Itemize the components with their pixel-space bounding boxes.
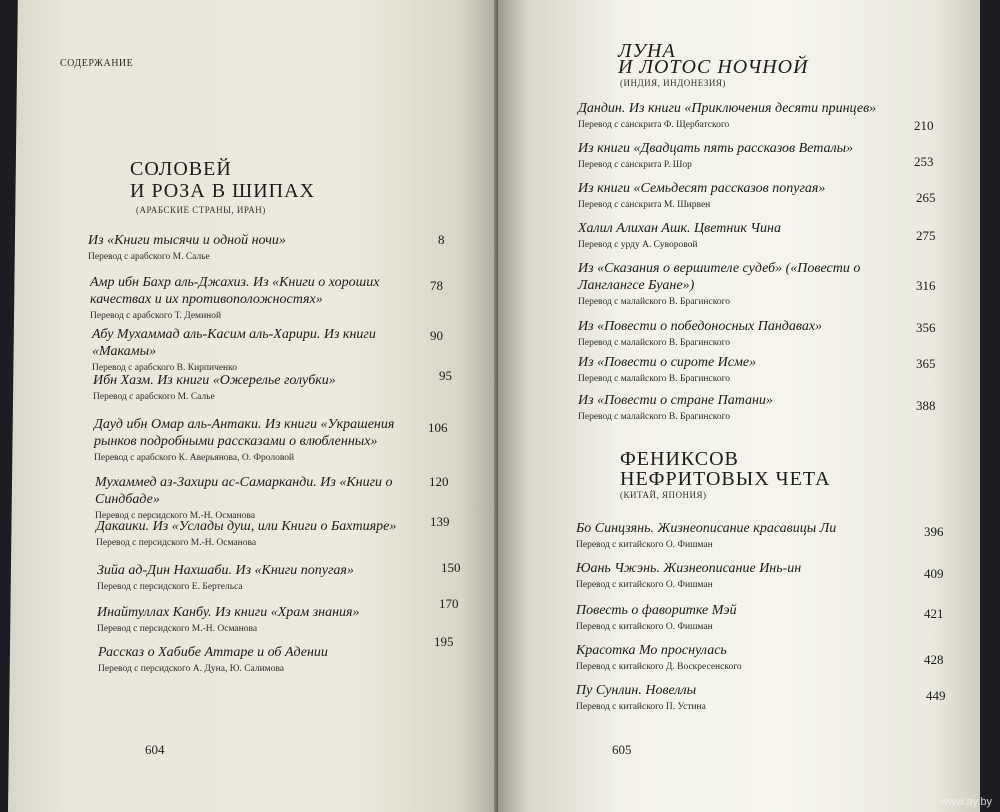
section-title-line2: НЕФРИТОВЫХ ЧЕТА: [620, 468, 831, 490]
entry-page: 365: [916, 356, 936, 371]
toc-entry: [97, 596, 459, 635]
entry-translator: Перевод с малайского В. Брагинского: [578, 297, 730, 307]
entry-title: Юань Чжэнь. Жизнеописание Инь-ин: [576, 561, 802, 576]
entry-title: Пу Сунлин. Новеллы: [576, 683, 697, 698]
entry-page: 210: [914, 118, 934, 133]
entry-page: 428: [924, 652, 944, 667]
entry-title: Красотка Мо проснулась: [576, 643, 727, 658]
entry-title: Из «Сказания о вершителе судеб» («Повести о Ланглангсе Буане»): [578, 261, 861, 293]
entry-translator: Перевод с китайского О. Фишман: [576, 622, 713, 632]
entry-title: Амр ибн Бахр аль-Джахиз. Из «Книги о хороших качествах и их противоположностях»: [90, 275, 380, 307]
entry-page: 150: [441, 560, 461, 575]
entry-page: 106: [428, 420, 448, 435]
entry-title: Бо Синцзянь. Жизнеописание красавицы Ли: [576, 521, 837, 536]
section-title-line1: СОЛОВЕЙ: [130, 158, 232, 180]
entry-page: 95: [439, 368, 452, 383]
entry-page: 195: [434, 634, 454, 649]
entry-page: 8: [438, 232, 445, 247]
toc-entry: [576, 520, 944, 551]
entry-title: Ибн Хазм. Из книги «Ожерелье голубки»: [93, 373, 336, 388]
entry-title: Повесть о фаворитке Мэй: [576, 603, 737, 618]
toc-entry: [578, 392, 936, 423]
entry-translator: Перевод с малайского В. Брагинского: [578, 412, 730, 422]
entry-title: Из «Повести о сироте Исме»: [578, 355, 757, 370]
entry-translator: Перевод с санскрита Р. Шор: [578, 160, 692, 170]
toc-entry: [98, 634, 454, 675]
entry-title: Из книги «Семьдесят рассказов попугая»: [578, 181, 826, 196]
entry-translator: Перевод с китайского О. Фишман: [576, 540, 713, 550]
toc-entry: [92, 326, 443, 374]
toc-entry: [578, 140, 934, 171]
entry-page: 253: [914, 154, 934, 169]
section-title-line1: ЛУНА: [618, 40, 676, 62]
entry-translator: Перевод с малайского В. Брагинского: [578, 374, 730, 384]
entry-title: Зийа ад-Дин Нахшаби. Из «Книги попугая»: [97, 563, 354, 578]
entry-translator: Перевод с арабского Т. Деминой: [90, 311, 222, 321]
section-subtitle: (АРАБСКИЕ СТРАНЫ, ИРАН): [136, 205, 266, 215]
entry-translator: Перевод с персидского А. Дуна, Ю. Салимова: [98, 664, 285, 674]
watermark: www.ay.by: [940, 796, 992, 808]
toc-entry: [578, 220, 936, 251]
toc-entry: [93, 368, 452, 403]
section-subtitle: (КИТАЙ, ЯПОНИЯ): [620, 490, 707, 500]
entry-translator: Перевод с китайского П. Устина: [576, 702, 706, 712]
entry-page: 78: [430, 278, 443, 293]
toc-entry: [578, 260, 936, 308]
entry-translator: Перевод с персидского М.-Н. Османова: [95, 511, 256, 521]
toc-entry: [578, 100, 934, 133]
entry-page: 170: [439, 596, 459, 611]
entry-page: 421: [924, 606, 944, 621]
toc-entry: [578, 180, 936, 211]
page-number-left: 604: [145, 742, 165, 757]
entry-translator: Перевод с санскрита М. Ширвен: [578, 200, 711, 210]
entry-page: 356: [916, 320, 936, 335]
entry-translator: Перевод с урду А. Суворовой: [578, 240, 698, 250]
toc-entry: [88, 232, 445, 263]
section-title-line1: ФЕНИКСОВ: [620, 448, 739, 470]
toc-entry: [578, 354, 936, 385]
toc-entry: [576, 560, 944, 591]
entry-page: 396: [924, 524, 944, 539]
entry-translator: Перевод с малайского В. Брагинского: [578, 338, 730, 348]
toc-entry: [576, 602, 944, 633]
entry-translator: Перевод с арабского К. Аверьянова, О. Фроловой: [94, 453, 295, 463]
entry-page: 316: [916, 278, 936, 293]
entry-title: Халил Алихан Ашк. Цветник Чина: [578, 221, 781, 236]
entry-page: 388: [916, 398, 936, 413]
entry-title: Мухаммед аз-Захири ас-Самарканди. Из «Книги о Синдбаде»: [95, 475, 393, 507]
page-number-right: 605: [612, 742, 632, 757]
entry-title: Из книги «Двадцать пять рассказов Веталы»: [578, 141, 854, 156]
entry-translator: Перевод с китайского Д. Воскресенского: [576, 662, 742, 672]
toc-entry: [576, 642, 944, 673]
toc-entry: [90, 274, 443, 322]
section-title-line2: И ЛОТОС НОЧНОЙ: [618, 56, 809, 78]
entry-title: Абу Мухаммад аль-Касим аль-Харири. Из книги «Макамы»: [92, 327, 376, 359]
entry-title: Инайтуллах Канбу. Из книги «Храм знания»: [97, 605, 360, 620]
entry-translator: Перевод с арабского М. Салье: [93, 392, 215, 402]
entry-title: Дакаики. Из «Услады душ, или Книги о Бахтияре»: [96, 519, 397, 534]
entry-page: 265: [916, 190, 936, 205]
running-head: СОДЕРЖАНИЕ: [60, 58, 134, 69]
section-title-line2: И РОЗА В ШИПАХ: [130, 180, 316, 202]
entry-page: 139: [430, 514, 450, 529]
entry-translator: Перевод с персидского Е. Бертельса: [97, 582, 243, 592]
entry-page: 90: [430, 328, 443, 343]
entry-translator: Перевод с арабского М. Салье: [88, 252, 210, 262]
toc-entry: [578, 318, 936, 349]
entry-page: 275: [916, 228, 936, 243]
entry-translator: Перевод с санскрита Ф. Щербатского: [578, 120, 730, 130]
entry-title: Дауд ибн Омар аль-Антаки. Из книги «Украшения рынков подробными рассказами о влюбленных»: [94, 417, 395, 449]
entry-page: 409: [924, 566, 944, 581]
entry-title: Из «Книги тысячи и одной ночи»: [88, 233, 286, 248]
entry-translator: Перевод с арабского В. Кирпиченко: [92, 363, 238, 373]
entry-translator: Перевод с персидского М.-Н. Османова: [97, 624, 258, 634]
toc-entry: [96, 514, 450, 549]
entry-page: 120: [429, 474, 449, 489]
entry-title: Рассказ о Хабибе Аттаре и об Адении: [98, 645, 328, 660]
section-subtitle: (ИНДИЯ, ИНДОНЕЗИЯ): [620, 78, 726, 88]
toc-entry: [94, 416, 448, 464]
entry-title: Дандин. Из книги «Приключения десяти принцев»: [578, 101, 877, 116]
toc-entry: [97, 560, 461, 593]
entry-title: Из «Повести о победоносных Пандавах»: [578, 319, 823, 334]
entry-title: Из «Повести о стране Патани»: [578, 393, 773, 408]
entry-translator: Перевод с персидского М.-Н. Османова: [96, 538, 257, 548]
entry-translator: Перевод с китайского О. Фишман: [576, 580, 713, 590]
entry-page: 449: [926, 688, 946, 703]
toc-entry: [576, 682, 946, 713]
left-page: [8, 0, 500, 812]
